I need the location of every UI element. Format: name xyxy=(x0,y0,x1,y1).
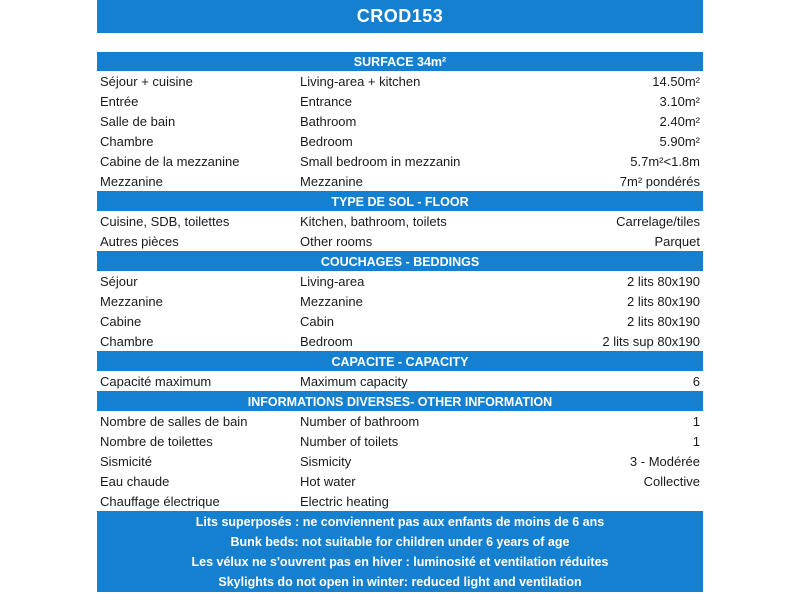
value: 1 xyxy=(692,413,700,429)
section-heading: TYPE DE SOL - FLOOR xyxy=(97,192,703,211)
table-row xyxy=(97,371,703,391)
label-en: Kitchen, bathroom, toilets xyxy=(300,213,447,229)
label-en: Hot water xyxy=(300,473,356,489)
value: Carrelage/tiles xyxy=(616,213,700,229)
value: 3 - Modérée xyxy=(629,453,700,469)
label-en: Maximum capacity xyxy=(300,373,408,389)
label-fr: Nombre de toilettes xyxy=(100,433,213,449)
footer-notes xyxy=(97,512,703,592)
value: 5.7m²<1.8m xyxy=(630,153,700,169)
label-fr: Eau chaude xyxy=(100,473,170,489)
value: 2 lits 80x190 xyxy=(627,293,700,309)
table-row xyxy=(97,231,703,251)
table-row xyxy=(97,331,703,351)
table-row xyxy=(97,131,703,151)
label-fr: Salle de bain xyxy=(100,113,176,129)
spacer xyxy=(97,33,703,52)
label-en: Number of bathroom xyxy=(300,413,420,429)
value: 6 xyxy=(692,373,700,389)
section-heading: SURFACE 34m² xyxy=(97,52,703,71)
value: 3.10m² xyxy=(659,93,700,109)
label-fr: Autres pièces xyxy=(100,233,179,249)
table-row xyxy=(97,491,703,511)
label-en: Mezzanine xyxy=(300,173,363,189)
label-fr: Nombre de salles de bain xyxy=(100,413,248,429)
section xyxy=(97,252,703,352)
label-fr: Mezzanine xyxy=(100,293,163,309)
label-fr: Sismicité xyxy=(100,453,153,469)
value: 2 lits 80x190 xyxy=(627,273,700,289)
label-en: Electric heating xyxy=(300,493,389,509)
label-en: Sismicity xyxy=(300,453,352,469)
label-en: Bedroom xyxy=(300,133,353,149)
section xyxy=(97,52,703,192)
label-fr: Cabine xyxy=(100,313,142,329)
value: 2.40m² xyxy=(659,113,700,129)
label-fr: Séjour xyxy=(100,273,138,289)
label-fr: Capacité maximum xyxy=(100,373,212,389)
table-row xyxy=(97,311,703,331)
value: 2 lits 80x190 xyxy=(627,313,700,329)
table-row xyxy=(97,111,703,131)
table-row xyxy=(97,91,703,111)
table-row xyxy=(97,211,703,231)
label-fr: Cuisine, SDB, toilettes xyxy=(100,213,230,229)
section xyxy=(97,352,703,392)
table-row xyxy=(97,171,703,191)
footer-note: Lits superposés : ne conviennent pas aux enfants de moins de 6 ans xyxy=(195,515,605,529)
label-fr: Mezzanine xyxy=(100,173,163,189)
table-row xyxy=(97,411,703,431)
label-en: Other rooms xyxy=(300,233,373,249)
label-en: Living-area + kitchen xyxy=(300,73,421,89)
property-sheet xyxy=(97,0,703,592)
label-fr: Chambre xyxy=(100,333,154,349)
table-row xyxy=(97,71,703,91)
table-row xyxy=(97,271,703,291)
section xyxy=(97,192,703,252)
table-row xyxy=(97,151,703,171)
label-en: Mezzanine xyxy=(300,293,363,309)
label-en: Cabin xyxy=(300,313,334,329)
value: 5.90m² xyxy=(659,133,700,149)
label-en: Entrance xyxy=(300,93,353,109)
value: Parquet xyxy=(654,233,700,249)
section xyxy=(97,392,703,512)
label-en: Bedroom xyxy=(300,333,353,349)
value: 7m² pondérés xyxy=(619,173,700,189)
section-heading: CAPACITE - CAPACITY xyxy=(97,352,703,371)
label-fr: Chambre xyxy=(100,133,154,149)
footer-note: Les vélux ne s'ouvrent pas en hiver : luminosité et ventilation réduites xyxy=(191,555,609,569)
footer-note: Bunk beds: not suitable for children under 6 years of age xyxy=(230,535,570,549)
table-row xyxy=(97,291,703,311)
label-fr: Cabine de la mezzanine xyxy=(100,153,240,169)
section-heading: INFORMATIONS DIVERSES- OTHER INFORMATION xyxy=(97,392,703,411)
label-fr: Chauffage électrique xyxy=(100,493,220,509)
value: Collective xyxy=(643,473,700,489)
value: 2 lits sup 80x190 xyxy=(602,333,700,349)
label-en: Living-area xyxy=(300,273,365,289)
value: 1 xyxy=(692,433,700,449)
footer-note: Skylights do not open in winter: reduced light and ventilation xyxy=(218,575,582,589)
label-en: Number of toilets xyxy=(300,433,399,449)
section-heading: COUCHAGES - BEDDINGS xyxy=(97,252,703,271)
page-title: CROD153 xyxy=(97,0,703,33)
sections-container xyxy=(97,52,703,512)
label-en: Bathroom xyxy=(300,113,357,129)
table-row xyxy=(97,431,703,451)
label-en: Small bedroom in mezzanin xyxy=(300,153,461,169)
value: 14.50m² xyxy=(652,73,700,89)
table-row xyxy=(97,471,703,491)
label-fr: Entrée xyxy=(100,93,139,109)
table-row xyxy=(97,451,703,471)
label-fr: Séjour + cuisine xyxy=(100,73,193,89)
